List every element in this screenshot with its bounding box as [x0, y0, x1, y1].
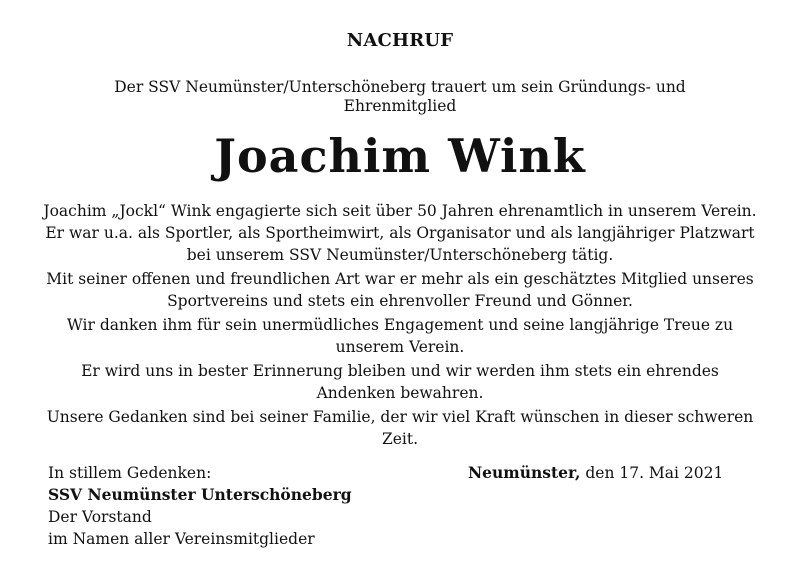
body-paragraph: Joachim „Jockl“ Wink engagierte sich seit über 50 Jahren ehrenamtlich in unserem Verein. Er war u.a. als Sportler, als Sportheimwirt, als Organisator und als langjähriger Platzwart bei unserem SSV Neumünster/Unterschöneberg tätig. [43, 202, 757, 264]
notice-heading: NACHRUF [346, 30, 454, 51]
body-paragraph: Wir danken ihm für sein unermüdliches Engagement und seine langjährige Treue zu unserem Verein. [66, 316, 734, 356]
date: den 17. Mai 2021 [580, 464, 724, 482]
signature-intro: In stillem Gedenken: [48, 464, 212, 482]
place: Neumünster, [468, 463, 581, 482]
signature-organization: SSV Neumünster Unterschöneberg [48, 485, 352, 504]
notice-intro: Der SSV Neumünster/Unterschöneberg trauert um sein Gründungs- und Ehrenmitglied [114, 78, 686, 115]
signature-members: im Namen aller Vereinsmitglieder [48, 530, 315, 548]
signature-block [48, 462, 352, 550]
place-date [468, 462, 723, 484]
body-paragraph: Mit seiner offenen und freundlichen Art war er mehr als ein geschätztes Mitglied unseres Sportvereins und stets ein ehrenvoller Freund und Gönner. [46, 270, 754, 310]
body-paragraph: Unsere Gedanken sind bei seiner Familie, der wir viel Kraft wünschen in dieser schweren Zeit. [46, 408, 754, 448]
signature-board: Der Vorstand [48, 508, 152, 526]
deceased-name: Joachim Wink [214, 129, 586, 183]
body-paragraph: Er wird uns in bester Erinnerung bleiben und wir werden ihm stets ein ehrendes Andenken bewahren. [81, 362, 719, 402]
notice-body [40, 200, 760, 452]
